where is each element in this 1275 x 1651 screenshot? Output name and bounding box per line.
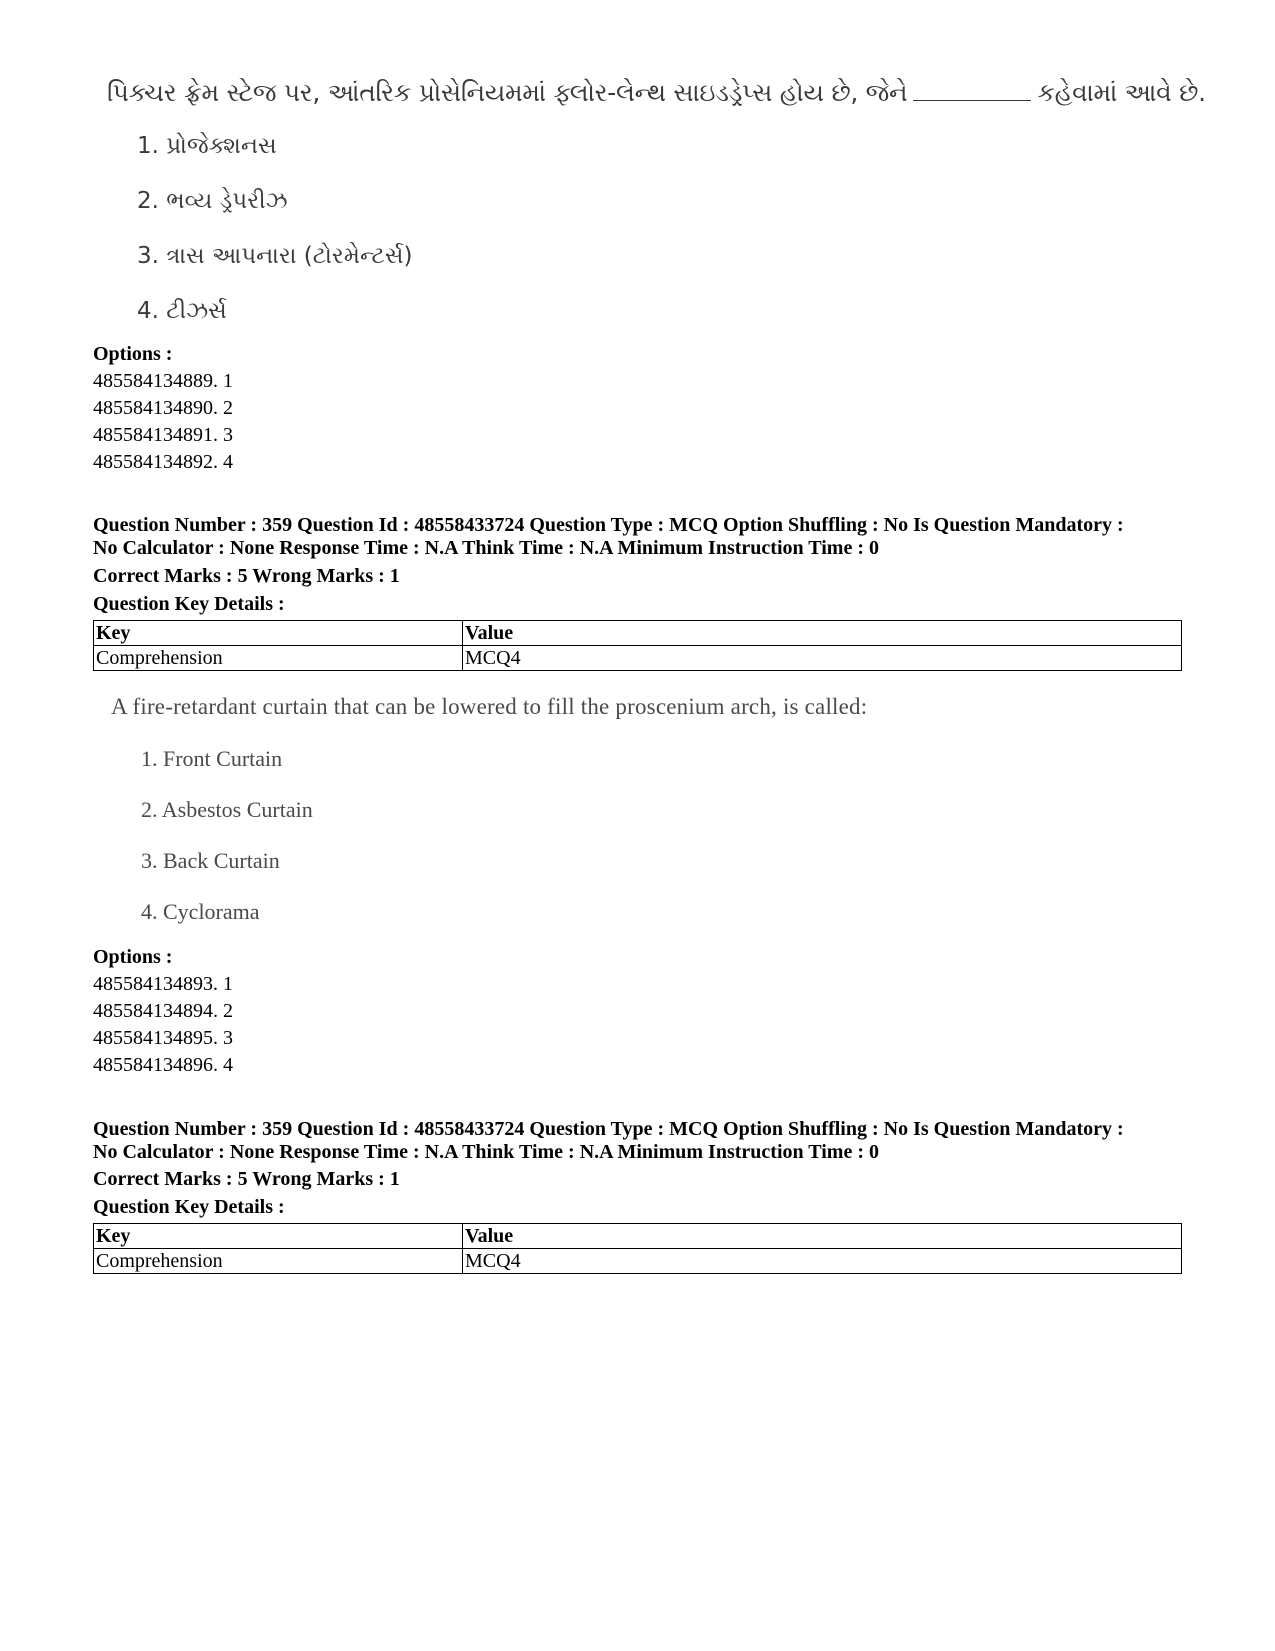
question-meta (93, 514, 1183, 560)
option-line: 485584134891. 3 (93, 424, 233, 446)
options-label: Options : (93, 343, 173, 365)
marks-line: Correct Marks : 5 Wrong Marks : 1 (93, 1168, 400, 1190)
gujarati-question-text (107, 78, 1206, 108)
fill-in-blank (913, 100, 1031, 101)
english-choice-2: 2. Asbestos Curtain (141, 797, 313, 822)
gujarati-question-part-1: પિક્ચર ફ્રેમ સ્ટેજ પર, આંતરિક પ્રોસેનિયમમાં ફ્લોર-લેન્થ સાઇડડ્રેપ્સ હોય છે, જેને (107, 78, 908, 107)
option-line: 485584134893. 1 (93, 973, 233, 995)
gujarati-choice-2: 2. ભવ્ય ડ્રેપરીઝ (137, 188, 288, 214)
question-meta-line-1: Question Number : 359 Question Id : 48558433724 Question Type : MCQ Option Shuffling : No Is Question Mandatory : (93, 1118, 1124, 1140)
table-cell-value: MCQ4 (463, 646, 1182, 671)
gujarati-choice-3: 3. ત્રાસ આપનારા (ટોરમેન્ટર્સ) (137, 243, 413, 269)
gujarati-choice-1: 1. પ્રોજેક્શનસ (137, 133, 277, 159)
table-row (94, 1249, 1182, 1274)
question-meta-line-1: Question Number : 359 Question Id : 48558433724 Question Type : MCQ Option Shuffling : No Is Question Mandatory : (93, 514, 1124, 536)
option-line: 485584134890. 2 (93, 397, 233, 419)
english-choice-1: 1. Front Curtain (141, 746, 283, 771)
options-label: Options : (93, 946, 173, 968)
question-meta (93, 1118, 1183, 1164)
key-details-label: Question Key Details : (93, 1196, 285, 1218)
table-cell-key: Comprehension (94, 1249, 463, 1274)
table-header-key: Key (94, 1224, 463, 1249)
table-cell-value: MCQ4 (463, 1249, 1182, 1274)
option-line: 485584134896. 4 (93, 1054, 233, 1076)
option-line: 485584134895. 3 (93, 1027, 233, 1049)
table-header-value: Value (463, 1224, 1182, 1249)
table-header-row (94, 1224, 1182, 1249)
key-value-table (93, 1223, 1182, 1274)
option-line: 485584134894. 2 (93, 1000, 233, 1022)
table-header-value: Value (463, 621, 1182, 646)
option-line: 485584134889. 1 (93, 370, 233, 392)
table-header-key: Key (94, 621, 463, 646)
english-question-text: A fire-retardant curtain that can be lowered to fill the proscenium arch, is called: (111, 694, 868, 719)
option-line: 485584134892. 4 (93, 451, 233, 473)
table-header-row (94, 621, 1182, 646)
key-value-table (93, 620, 1182, 671)
question-meta-line-2: No Calculator : None Response Time : N.A Think Time : N.A Minimum Instruction Time : 0 (93, 537, 879, 559)
english-choice-4: 4. Cyclorama (141, 899, 260, 924)
question-meta-line-2: No Calculator : None Response Time : N.A Think Time : N.A Minimum Instruction Time : 0 (93, 1141, 879, 1163)
english-choice-3: 3. Back Curtain (141, 848, 280, 873)
gujarati-choice-4: 4. ટીઝર્સ (137, 298, 227, 324)
marks-line: Correct Marks : 5 Wrong Marks : 1 (93, 565, 400, 587)
gujarati-question-part-2: કહેવામાં આવે છે. (1037, 78, 1206, 107)
table-cell-key: Comprehension (94, 646, 463, 671)
key-details-label: Question Key Details : (93, 593, 285, 615)
table-row (94, 646, 1182, 671)
